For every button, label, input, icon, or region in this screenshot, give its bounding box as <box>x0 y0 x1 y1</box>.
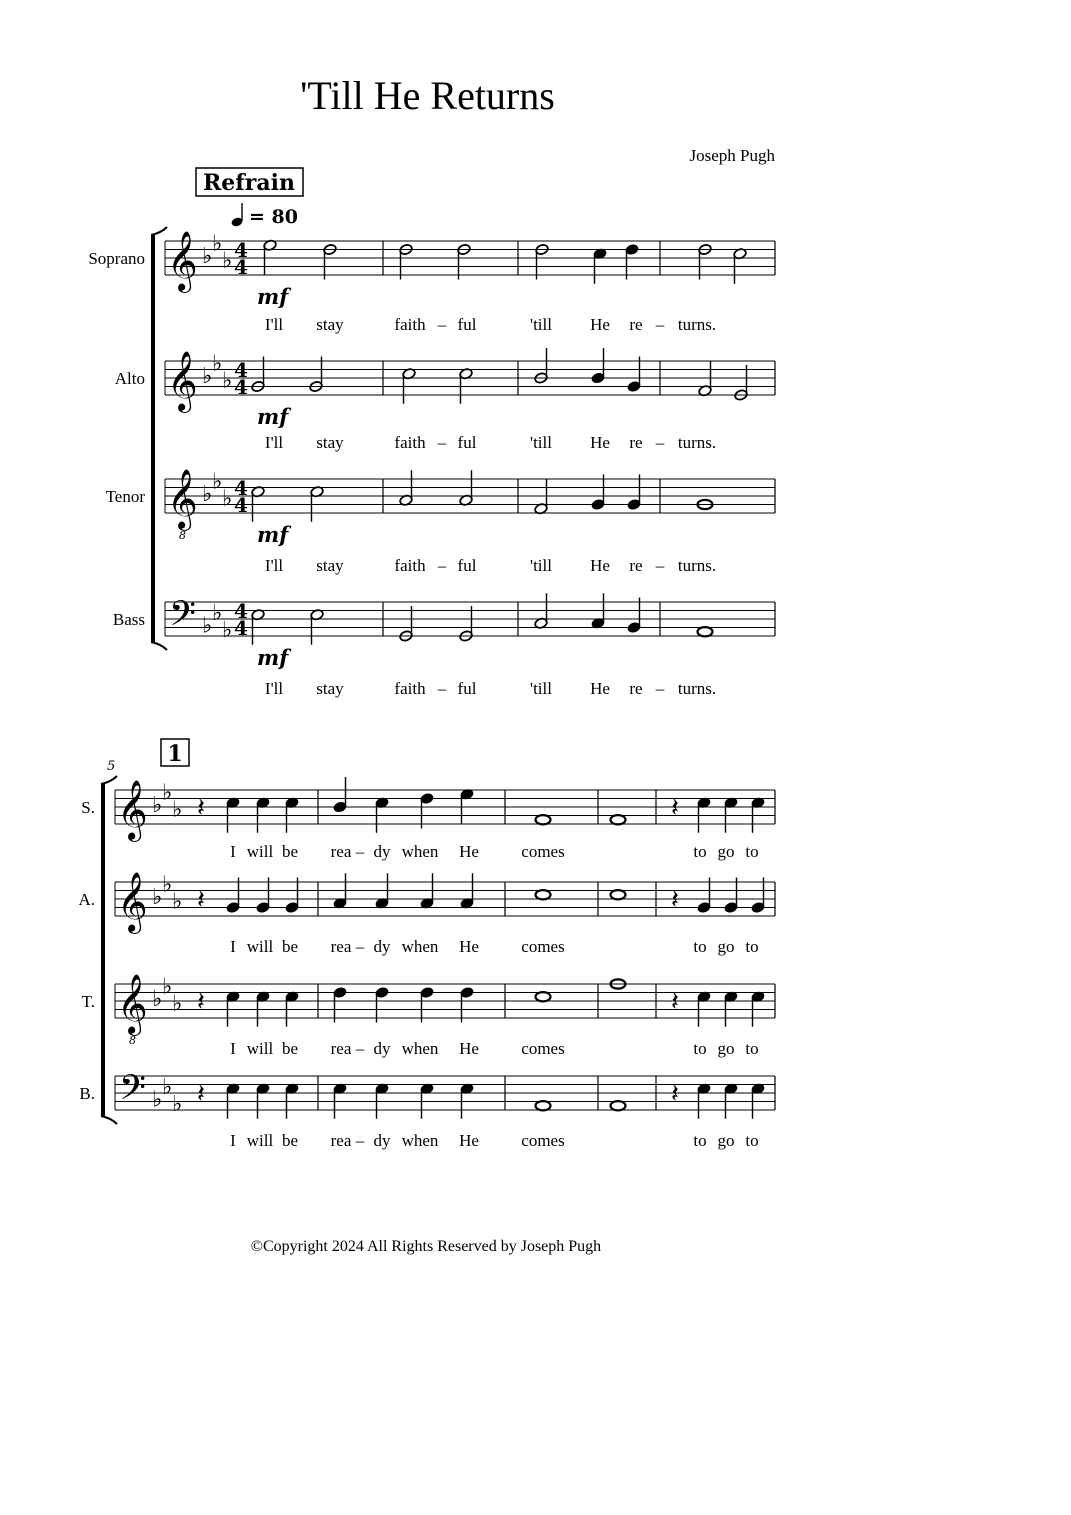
rehearsal-mark-refrain <box>196 168 303 196</box>
whole-note <box>611 1101 626 1110</box>
lyric-syllable: – <box>355 842 365 861</box>
staff-label: B. <box>79 1084 95 1103</box>
lyric-syllable: re <box>629 679 643 698</box>
lyric-syllable: dy <box>373 1039 391 1058</box>
svg-text:= 80: = 80 <box>249 206 298 228</box>
bracket-bottom-hook <box>101 1116 117 1124</box>
lyric-syllable: – <box>355 1039 365 1058</box>
whole-note <box>536 890 551 899</box>
quarter-rest-icon: 𝄽 <box>197 885 205 915</box>
time-signature-bottom: 4 <box>234 493 248 517</box>
lyric-syllable: I <box>230 937 236 956</box>
lyric-syllable: – <box>355 937 365 956</box>
flat-icon: ♭ <box>202 244 213 269</box>
lyric-syllable: – <box>655 679 665 698</box>
lyric-syllable: re <box>629 315 643 334</box>
staff-label: Alto <box>114 369 145 388</box>
staff-bass <box>113 593 775 698</box>
lyric-syllable: when <box>401 1039 439 1058</box>
lyric-syllable: comes <box>521 937 565 956</box>
quarter-rest-icon: 𝄽 <box>197 1079 205 1109</box>
lyric-syllable: will <box>246 1131 274 1150</box>
lyric-syllable: faith <box>394 433 426 452</box>
lyric-syllable: turns. <box>677 433 717 452</box>
whole-note <box>536 1101 551 1110</box>
bass-clef-icon: 𝄢 <box>169 593 197 642</box>
dynamic-marking: mf <box>257 404 289 429</box>
svg-text:1: 1 <box>167 741 183 767</box>
flat-icon: ♭ <box>152 885 163 910</box>
dynamic-marking: mf <box>257 645 289 670</box>
lyric-syllable: He <box>590 315 610 334</box>
quarter-rest-icon: 𝄽 <box>197 793 205 823</box>
quarter-rest-icon: 𝄽 <box>671 793 679 823</box>
page-title: 'Till He Returns <box>300 73 555 118</box>
lyric-syllable: – <box>355 1131 365 1150</box>
lyric-syllable: will <box>246 1039 274 1058</box>
treble-clef-icon: 𝄞 <box>117 780 148 840</box>
flat-icon: ♭ <box>152 1087 163 1113</box>
flat-icon: ♭ <box>212 600 223 626</box>
lyric-syllable: turns. <box>677 315 717 334</box>
lyric-syllable: I <box>230 842 236 861</box>
lyric-syllable: He <box>459 1039 479 1058</box>
lyric-syllable: – <box>655 433 665 452</box>
lyric-syllable: – <box>437 315 447 334</box>
lyric-syllable: go <box>717 1131 735 1150</box>
flat-icon: ♭ <box>202 613 213 639</box>
lyric-syllable: to <box>745 1039 759 1058</box>
lyric-syllable: go <box>717 842 735 861</box>
staff-s <box>81 777 775 861</box>
time-signature-bottom: 4 <box>234 375 248 399</box>
lyric-syllable: – <box>437 679 447 698</box>
time-signature-bottom: 4 <box>234 616 248 640</box>
lyric-syllable: He <box>459 1131 479 1150</box>
whole-note <box>611 815 626 824</box>
lyric-syllable: I <box>230 1039 236 1058</box>
lyric-syllable: 'till <box>530 679 552 698</box>
quarter-rest-icon: 𝄽 <box>671 987 679 1017</box>
lyric-syllable: ful <box>457 556 477 575</box>
lyric-syllable: faith <box>394 679 426 698</box>
treble-clef-icon: 𝄞 <box>117 974 148 1034</box>
lyric-syllable: comes <box>521 842 565 861</box>
flat-icon: ♭ <box>212 231 223 257</box>
staff-label: Soprano <box>88 249 145 268</box>
flat-icon: ♭ <box>222 486 233 512</box>
system-2 <box>78 776 775 1150</box>
tempo-marking <box>230 203 298 228</box>
lyric-syllable: to <box>693 1039 707 1058</box>
time-signature-top: 4 <box>234 358 248 382</box>
flat-icon: ♭ <box>222 368 233 394</box>
flat-icon: ♭ <box>172 797 183 823</box>
lyric-syllable: to <box>745 842 759 861</box>
flat-icon: ♭ <box>162 780 173 806</box>
time-signature-top: 4 <box>234 238 248 262</box>
lyric-syllable: – <box>655 315 665 334</box>
lyric-syllable: He <box>459 842 479 861</box>
lyric-syllable: He <box>590 556 610 575</box>
lyric-syllable: ful <box>457 315 477 334</box>
flat-icon: ♭ <box>222 617 233 643</box>
composer-name: Joseph Pugh <box>689 146 775 165</box>
quarter-rest-icon: 𝄽 <box>671 885 679 915</box>
treble-clef-icon: 𝄞 <box>167 231 198 291</box>
lyric-syllable: stay <box>316 679 344 698</box>
flat-icon: ♭ <box>202 364 213 389</box>
lyric-syllable: He <box>590 433 610 452</box>
staff-label: T. <box>81 992 95 1011</box>
lyric-syllable: faith <box>394 315 426 334</box>
staff-a <box>78 872 775 956</box>
staff-alto <box>115 348 775 452</box>
flat-icon: ♭ <box>162 974 173 1000</box>
lyric-syllable: I <box>230 1131 236 1150</box>
lyric-syllable: will <box>246 937 274 956</box>
lyric-syllable: He <box>459 937 479 956</box>
lyric-syllable: when <box>401 937 439 956</box>
whole-note <box>536 992 551 1001</box>
lyric-syllable: go <box>717 1039 735 1058</box>
time-signature-top: 4 <box>234 599 248 623</box>
staff-soprano <box>88 231 775 334</box>
lyric-syllable: 'till <box>530 433 552 452</box>
flat-icon: ♭ <box>172 1091 183 1117</box>
staff-b <box>79 1067 775 1150</box>
staff-label: S. <box>81 798 95 817</box>
bracket-bottom-hook <box>151 642 167 650</box>
lyric-syllable: ful <box>457 679 477 698</box>
flat-icon: ♭ <box>172 991 183 1017</box>
lyric-syllable: I'll <box>264 679 284 698</box>
bracket-top-hook <box>151 227 167 235</box>
flat-icon: ♭ <box>172 889 183 915</box>
lyric-syllable: will <box>246 842 274 861</box>
lyric-syllable: rea <box>330 842 352 861</box>
flat-icon: ♭ <box>152 987 163 1012</box>
lyric-syllable: to <box>745 1131 759 1150</box>
flat-icon: ♭ <box>212 351 223 377</box>
lyric-syllable: – <box>437 556 447 575</box>
lyric-syllable: – <box>655 556 665 575</box>
staff-label: A. <box>78 890 95 909</box>
time-signature-bottom: 4 <box>234 255 248 279</box>
lyric-syllable: rea <box>330 937 352 956</box>
lyric-syllable: stay <box>316 556 344 575</box>
lyric-syllable: He <box>590 679 610 698</box>
whole-note <box>698 627 713 636</box>
lyric-syllable: dy <box>373 1131 391 1150</box>
lyric-syllable: comes <box>521 1039 565 1058</box>
bass-clef-icon: 𝄢 <box>119 1067 147 1116</box>
lyric-syllable: rea <box>330 1039 352 1058</box>
lyric-syllable: comes <box>521 1131 565 1150</box>
lyric-syllable: when <box>401 842 439 861</box>
quarter-rest-icon: 𝄽 <box>671 1079 679 1109</box>
octave-eight-icon: 8 <box>179 529 186 542</box>
flat-icon: ♭ <box>202 482 213 507</box>
bracket-top-hook <box>101 776 117 784</box>
lyric-syllable: dy <box>373 937 391 956</box>
lyric-syllable: 'till <box>530 315 552 334</box>
lyric-syllable: 'till <box>530 556 552 575</box>
lyric-syllable: when <box>401 1131 439 1150</box>
measure-number: 5 <box>107 759 116 774</box>
quarter-rest-icon: 𝄽 <box>197 987 205 1017</box>
flat-icon: ♭ <box>212 469 223 495</box>
treble-clef-icon: 𝄞 <box>167 469 198 529</box>
treble-clef-icon: 𝄞 <box>117 872 148 932</box>
lyric-syllable: – <box>437 433 447 452</box>
flat-icon: ♭ <box>222 248 233 274</box>
staff-label: Bass <box>112 610 145 629</box>
lyric-syllable: to <box>693 937 707 956</box>
system-1 <box>88 227 775 698</box>
lyric-syllable: be <box>281 1039 299 1058</box>
lyric-syllable: stay <box>316 433 344 452</box>
lyric-syllable: I'll <box>264 433 284 452</box>
staff-t <box>82 974 775 1058</box>
lyric-syllable: turns. <box>677 556 717 575</box>
lyric-syllable: dy <box>373 842 391 861</box>
lyric-syllable: faith <box>394 556 426 575</box>
lyric-syllable: I'll <box>264 315 284 334</box>
lyric-syllable: be <box>281 842 299 861</box>
lyric-syllable: re <box>629 556 643 575</box>
copyright-notice: ©Copyright 2024 All Rights Reserved by Joseph Pugh <box>250 1238 602 1255</box>
lyric-syllable: turns. <box>677 679 717 698</box>
time-signature-top: 4 <box>234 476 248 500</box>
lyric-syllable: ful <box>457 433 477 452</box>
treble-clef-icon: 𝄞 <box>167 351 198 411</box>
lyric-syllable: go <box>717 937 735 956</box>
lyric-syllable: stay <box>316 315 344 334</box>
staff-tenor <box>106 469 775 575</box>
svg-text:Refrain: Refrain <box>203 170 295 196</box>
lyric-syllable: to <box>693 1131 707 1150</box>
dynamic-marking: mf <box>257 284 289 309</box>
whole-note <box>611 890 626 899</box>
staff-label: Tenor <box>105 487 145 506</box>
flat-icon: ♭ <box>152 793 163 818</box>
lyric-syllable: to <box>693 842 707 861</box>
dynamic-marking: mf <box>257 522 289 547</box>
lyric-syllable: re <box>629 433 643 452</box>
lyric-syllable: be <box>281 1131 299 1150</box>
lyric-syllable: rea <box>330 1131 352 1150</box>
lyric-syllable: to <box>745 937 759 956</box>
lyric-syllable: I'll <box>264 556 284 575</box>
flat-icon: ♭ <box>162 1074 173 1100</box>
whole-note <box>536 815 551 824</box>
lyric-syllable: be <box>281 937 299 956</box>
flat-icon: ♭ <box>162 872 173 898</box>
rehearsal-mark-1 <box>161 739 189 767</box>
octave-eight-icon: 8 <box>129 1034 136 1047</box>
